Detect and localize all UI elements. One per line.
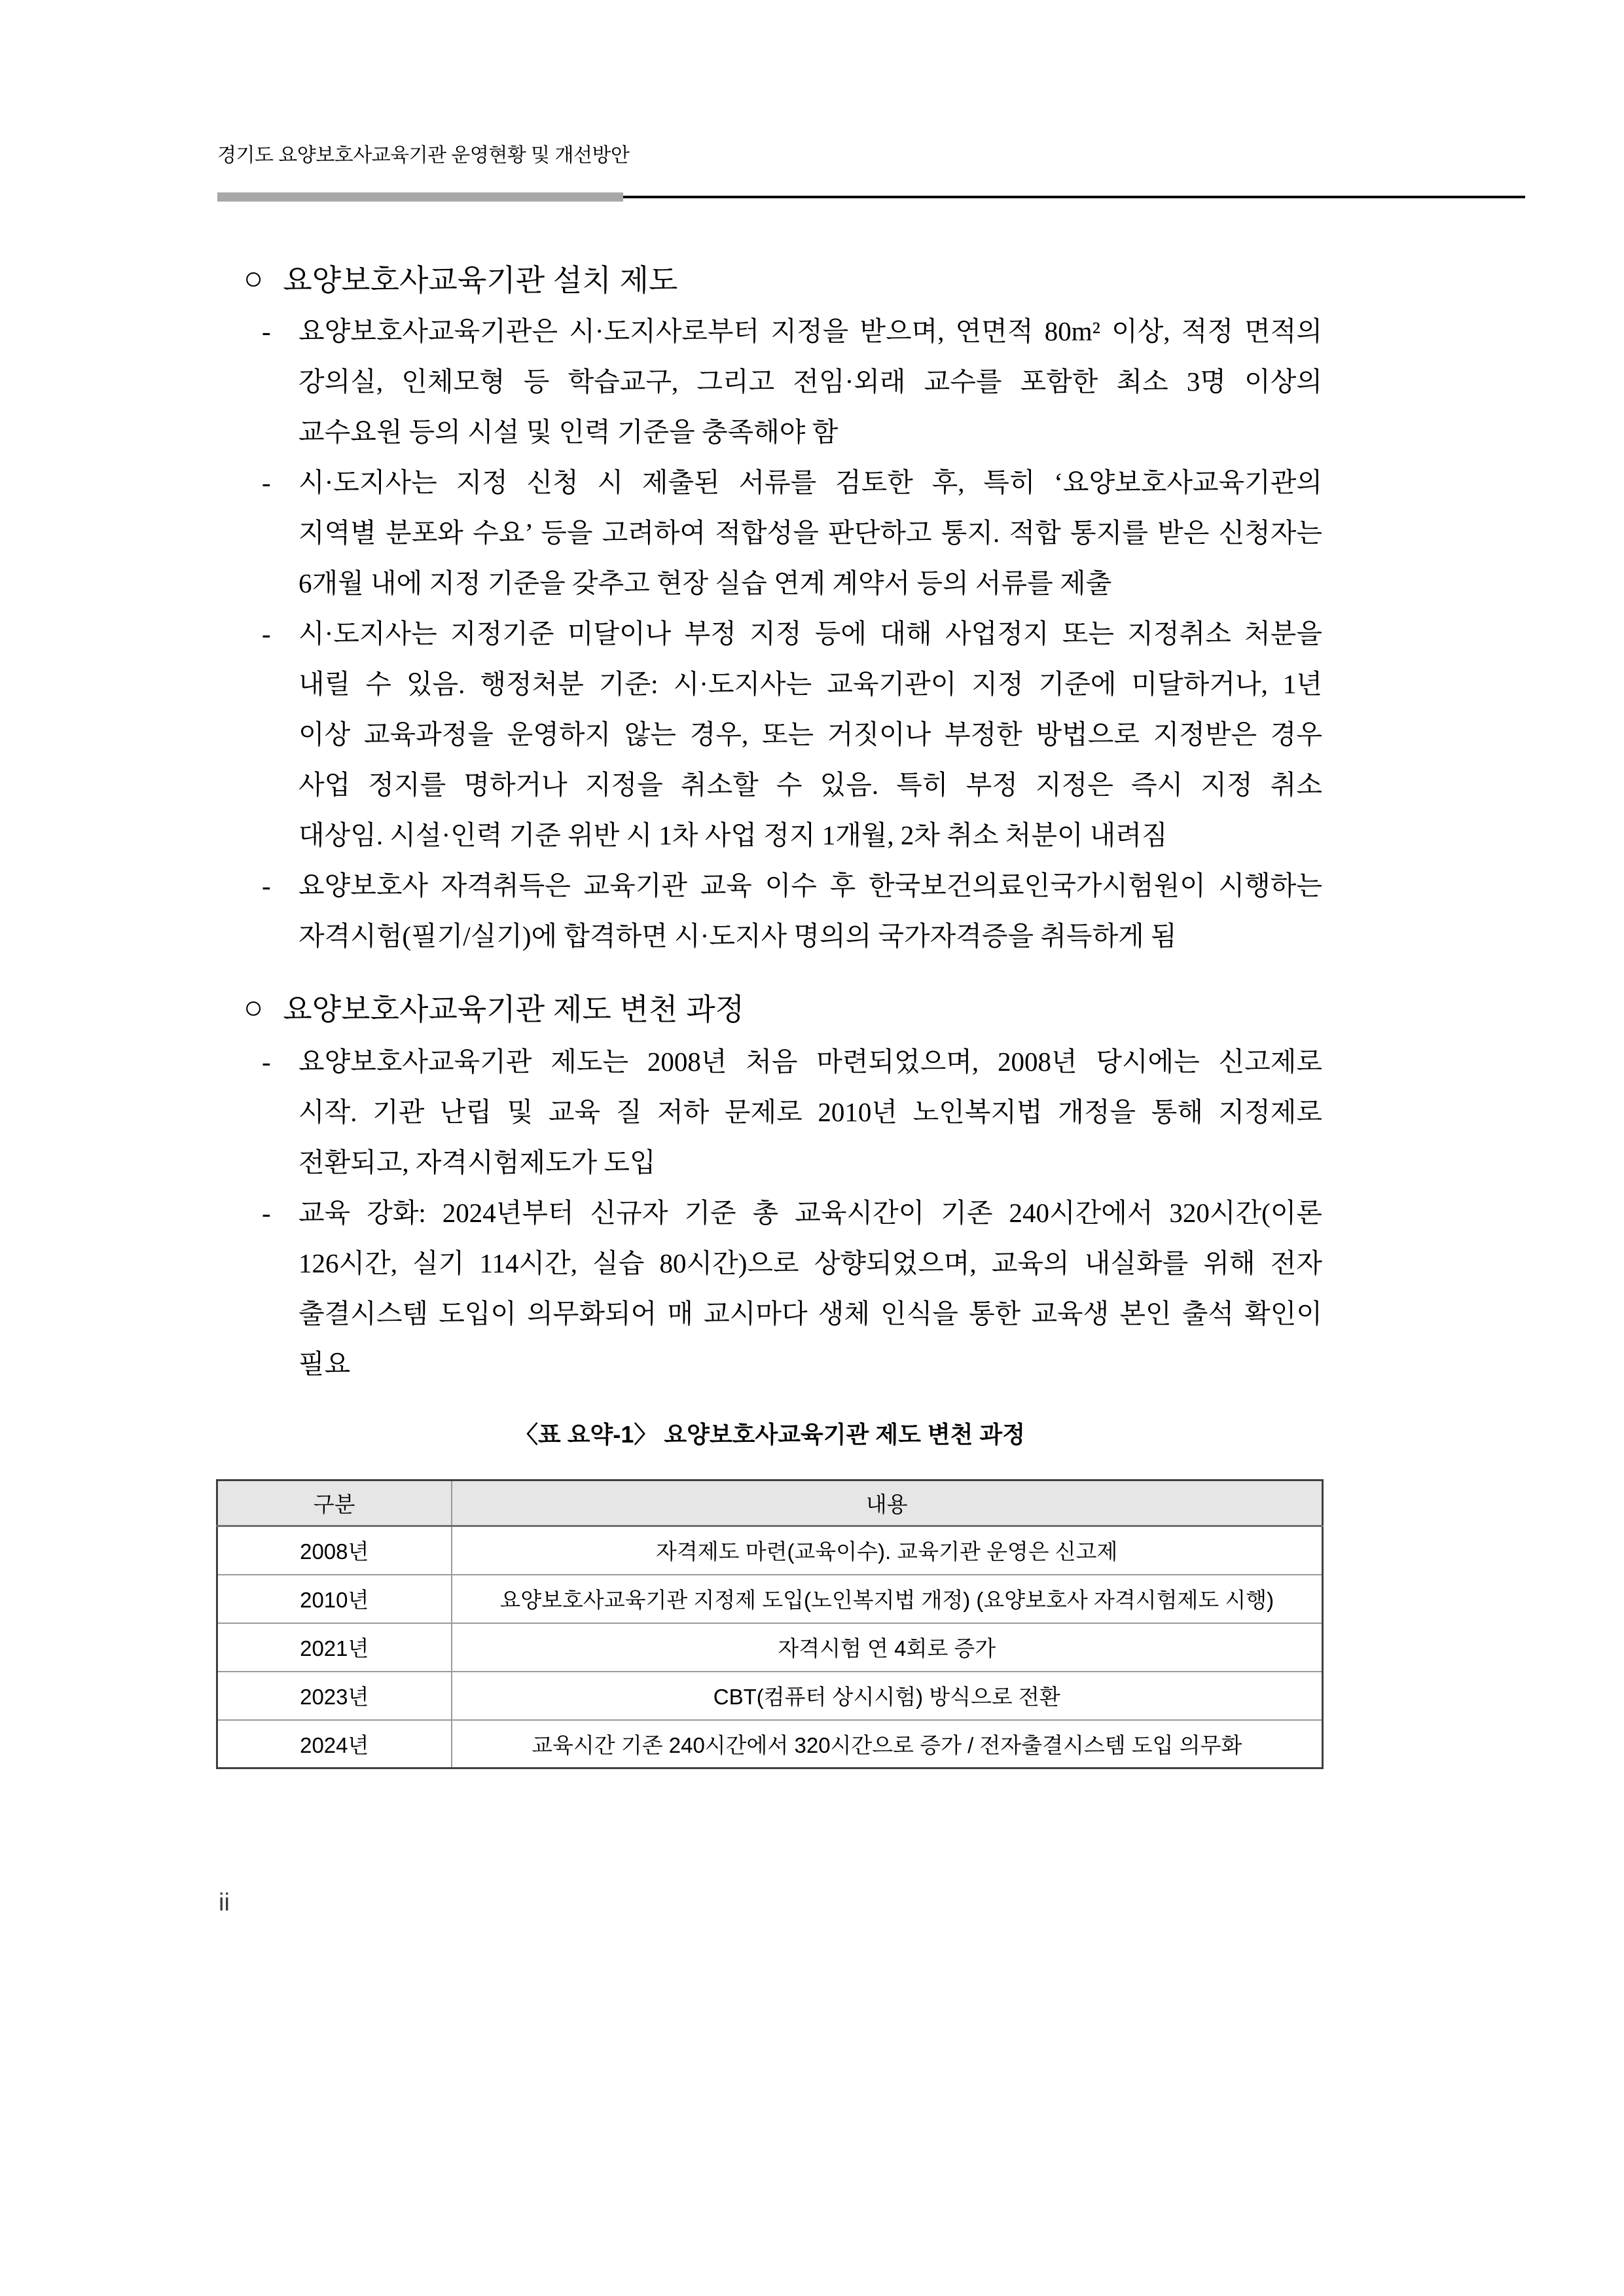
- table-cell-year: 2010년: [217, 1575, 452, 1623]
- section-heading-history: [244, 986, 744, 1029]
- table-row: [217, 1575, 1323, 1623]
- bullet-line: 대상임. 시설·인력 기준 위반 시 1차 사업 정지 1개월, 2차 취소 처분이 내려짐: [298, 820, 1168, 850]
- table-cell-content: CBT(컴퓨터 상시시험) 방식으로 전환: [452, 1672, 1323, 1720]
- table-row: [217, 1623, 1323, 1672]
- running-header: 경기도 요양보호사교육기관 운영현황 및 개선방안: [217, 145, 630, 166]
- bullet-item: [261, 306, 1322, 457]
- bullet-line: 자격시험(필기/실기)에 합격하면 시·도지사 명의의 국가자격증을 취득하게 됨: [298, 921, 1177, 951]
- dash-marker-icon: -: [262, 467, 271, 497]
- table-caption: 〈표 요약-1〉 요양보호사교육기관 제도 변천 과정: [514, 1421, 1025, 1448]
- dash-marker-icon: -: [262, 1198, 271, 1228]
- dash-marker-icon: -: [262, 619, 271, 649]
- bullet-item: [261, 1037, 1322, 1188]
- dash-marker-icon: -: [262, 316, 271, 346]
- circle-marker-icon: ○: [244, 989, 264, 1026]
- table-cell-year: 2008년: [217, 1526, 452, 1575]
- page-number: ii: [219, 1889, 230, 1916]
- bullet-line: 내릴 수 있음. 행정처분 기준: 시·도지사는 교육기관이 지정 기준에 미달하거나, 1년: [298, 669, 1322, 699]
- section-title: 요양보호사교육기관 제도 변천 과정: [283, 992, 745, 1026]
- table-header-category: 구분: [217, 1480, 452, 1526]
- table-cell-year: 2023년: [217, 1672, 452, 1720]
- bullet-item: [261, 457, 1322, 609]
- bullet-line: 시·도지사는 지정 신청 시 제출된 서류를 검토한 후, 특히 ‘요양보호사교육기관의: [298, 467, 1322, 497]
- bullet-item: [261, 1188, 1322, 1390]
- bullet-line: 6개월 내에 지정 기준을 갖추고 현장 실습 연계 계약서 등의 서류를 제출: [298, 568, 1112, 598]
- bullet-line: 요양보호사 자격취득은 교육기관 교육 이수 후 한국보건의료인국가시험원이 시행하는: [298, 870, 1322, 901]
- table-row: [217, 1672, 1323, 1720]
- header-rule-line: [623, 196, 1525, 198]
- bullet-line: 지역별 분포와 수요’ 등을 고려하여 적합성을 판단하고 통지. 적합 통지를 받은 신청자는: [298, 518, 1322, 548]
- bullet-line: 이상 교육과정을 운영하지 않는 경우, 또는 거짓이나 부정한 방법으로 지정받은 경우: [298, 719, 1322, 749]
- table-row: [217, 1526, 1323, 1575]
- history-table: [216, 1479, 1324, 1769]
- table-header-row: [217, 1480, 1323, 1526]
- bullet-line: 교육 강화: 2024년부터 신규자 기준 총 교육시간이 기존 240시간에서 320시간(이론: [298, 1198, 1322, 1228]
- bullet-list-setup: [261, 306, 1322, 961]
- circle-marker-icon: ○: [244, 260, 264, 296]
- section-title: 요양보호사교육기관 설치 제도: [283, 263, 678, 297]
- header-rule-gray-bar: [217, 192, 623, 202]
- bullet-line: 126시간, 실기 114시간, 실습 80시간)으로 상향되었으며, 교육의 내실화를 위해 전자: [298, 1248, 1322, 1278]
- dash-marker-icon: -: [262, 1047, 271, 1077]
- table-header-content: 내용: [452, 1480, 1323, 1526]
- bullet-line: 시작. 기관 난립 및 교육 질 저하 문제로 2010년 노인복지법 개정을 통해 지정제로: [298, 1097, 1322, 1127]
- bullet-line: 전환되고, 자격시험제도가 도입: [298, 1147, 656, 1177]
- bullet-line: 교수요원 등의 시설 및 인력 기준을 충족해야 함: [298, 417, 839, 447]
- table-cell-year: 2024년: [217, 1720, 452, 1768]
- table-cell-content: 자격시험 연 4회로 증가: [452, 1623, 1323, 1672]
- dash-marker-icon: -: [262, 870, 271, 901]
- bullet-item: [261, 861, 1322, 961]
- bullet-line: 사업 정지를 명하거나 지정을 취소할 수 있음. 특히 부정 지정은 즉시 지정 취소: [298, 770, 1322, 800]
- table-cell-content: 자격제도 마련(교육이수). 교육기관 운영은 신고제: [452, 1526, 1323, 1575]
- table-cell-content: 교육시간 기존 240시간에서 320시간으로 증가 / 전자출결시스템 도입 의무화: [452, 1720, 1323, 1768]
- section-heading-setup: [244, 257, 677, 300]
- table-cell-content: 요양보호사교육기관 지정제 도입(노인복지법 개정) (요양보호사 자격시험제도 시행): [452, 1575, 1323, 1623]
- bullet-line: 시·도지사는 지정기준 미달이나 부정 지정 등에 대해 사업정지 또는 지정취소 처분을: [298, 619, 1322, 649]
- bullet-line: 출결시스템 도입이 의무화되어 매 교시마다 생체 인식을 통한 교육생 본인 출석 확인이: [298, 1299, 1322, 1329]
- bullet-line: 요양보호사교육기관은 시·도지사로부터 지정을 받으며, 연면적 80m² 이상, 적정 면적의: [298, 316, 1322, 346]
- bullet-list-history: [261, 1037, 1322, 1390]
- bullet-item: [261, 609, 1322, 861]
- bullet-line: 강의실, 인체모형 등 학습교구, 그리고 전임·외래 교수를 포함한 최소 3명 이상의: [298, 367, 1322, 397]
- bullet-line: 요양보호사교육기관 제도는 2008년 처음 마련되었으며, 2008년 당시에는 신고제로: [298, 1047, 1322, 1077]
- bullet-line: 필요: [298, 1349, 351, 1379]
- table-cell-year: 2021년: [217, 1623, 452, 1672]
- table-row: [217, 1720, 1323, 1768]
